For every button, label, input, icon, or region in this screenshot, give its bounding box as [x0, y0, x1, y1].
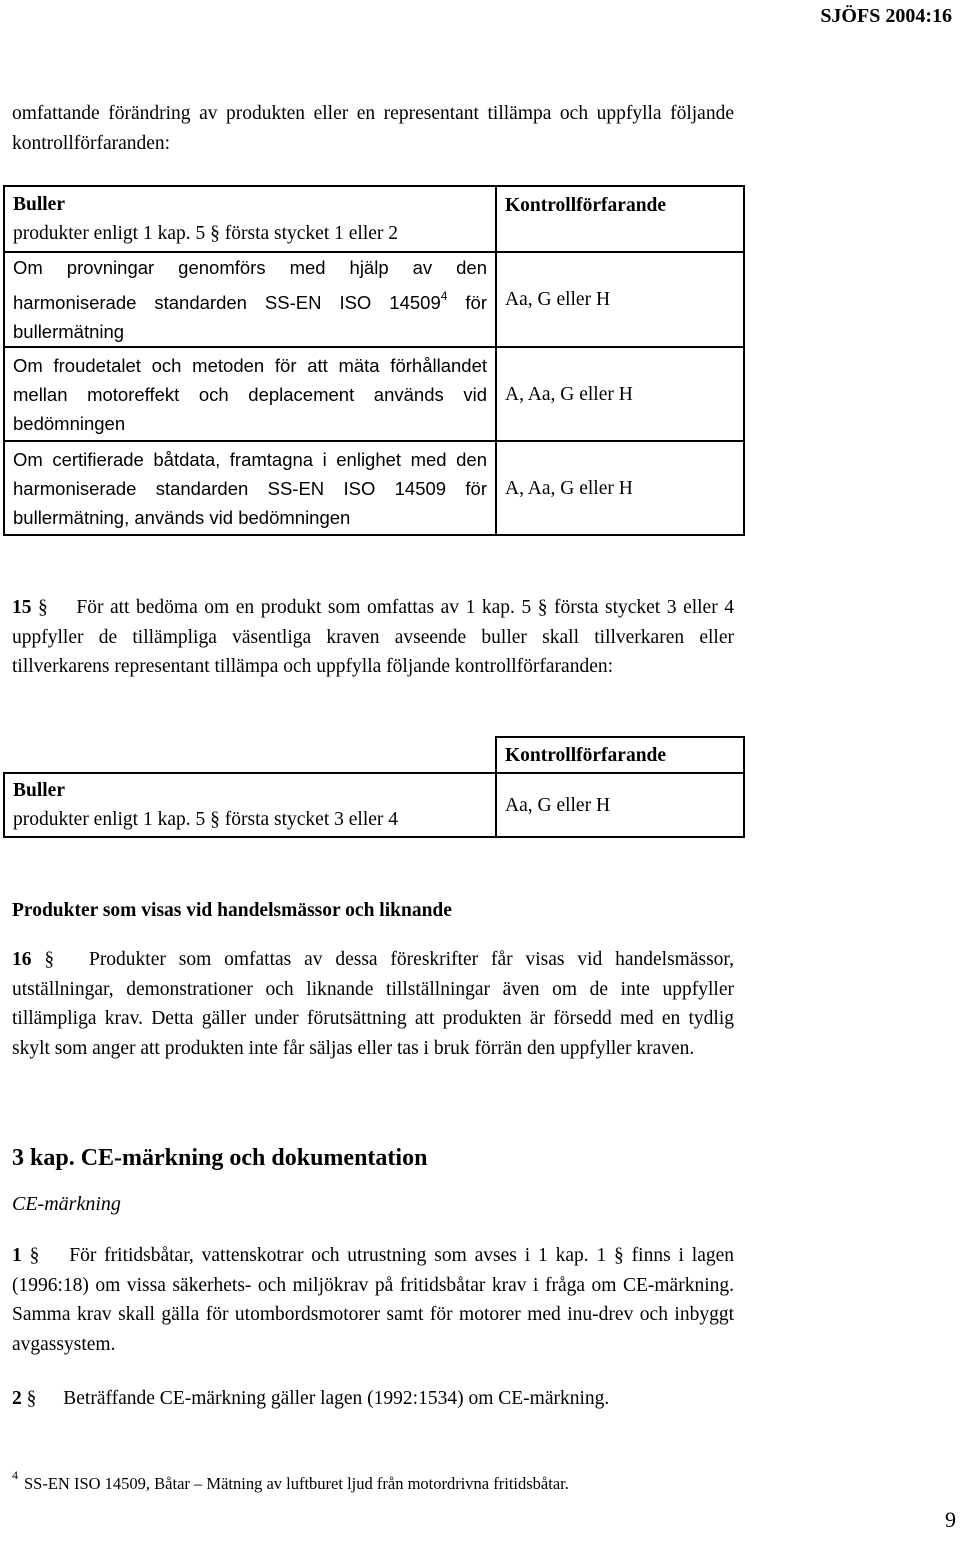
paragraph-15	[12, 593, 734, 682]
table1-row-3-right: A, Aa, G eller H	[496, 441, 744, 535]
table1-row-2-right: A, Aa, G eller H	[496, 347, 744, 441]
table1-row-3-left: Om certifierade båtdata, framtagna i enlighet med den harmoniserade standarden SS-EN ISO 14509 för bullermätning, används vid bedömningen	[4, 441, 496, 535]
table1-title: Buller	[13, 194, 65, 215]
paragraph-16-number: 16	[12, 949, 32, 970]
section-sign: §	[44, 949, 55, 970]
table2-header-right: Kontrollförfarande	[496, 737, 744, 773]
table1-subtitle: produkter enligt 1 kap. 5 § första stycket 1 eller 2	[13, 223, 399, 244]
page-number: 9	[945, 1507, 956, 1532]
paragraph-1	[12, 1241, 734, 1359]
footnote-ref: 4	[440, 289, 448, 303]
document-header-label: SJÖFS 2004:16	[820, 5, 952, 27]
section-sign: §	[26, 1388, 37, 1409]
paragraph-1-number: 1	[12, 1245, 22, 1266]
paragraph-15-number: 15	[12, 597, 32, 618]
paragraph-2	[12, 1384, 734, 1414]
footnote	[12, 1468, 569, 1494]
table2-subtitle: produkter enligt 1 kap. 5 § första stycket 3 eller 4	[13, 809, 399, 830]
table1-header-right: Kontrollförfarande	[496, 186, 744, 252]
paragraph-16-text: Produkter som omfattas av dessa föreskrifter får visas vid handelsmässor, utställningar, demonstrationer och liknande tillställningar även om de inte uppfyller tillämpliga krav. Detta gäller under förutsättning att produkten är försedd med en tydlig skylt som anger att produkten inte får säljas eller tas i bruk förrän den uppfyller kraven.	[12, 949, 735, 1059]
control-procedure-table-1	[3, 185, 745, 536]
table2-header-empty	[4, 737, 496, 773]
paragraph-15-text: För att bedöma om en produkt som omfattas av 1 kap. 5 § första stycket 3 eller 4 uppfyller de tillämpliga väsentliga kraven avseende buller skall tillverkaren eller tillverkarens representant tillämpa och uppfylla följande kontrollförfaranden:	[12, 597, 734, 677]
intro-paragraph: omfattande förändring av produkten eller en representant tillämpa och uppfylla följande kontrollförfaranden:	[12, 103, 734, 154]
section-sign: §	[38, 597, 48, 618]
paragraph-2-number: 2	[12, 1388, 22, 1409]
paragraph-16	[12, 945, 734, 1063]
footnote-text: SS-EN ISO 14509, Båtar – Mätning av luftburet ljud från motordrivna fritidsbåtar.	[24, 1474, 569, 1493]
paragraph-2-text: Beträffande CE-märkning gäller lagen (1992:1534) om CE-märkning.	[63, 1388, 610, 1409]
table1-row-1-text: Om provningar genomförs med hjälp av den harmoniserade standarden SS-EN ISO 14509	[13, 257, 487, 313]
chapter-heading: 3 kap. CE-märkning och dokumentation	[12, 1145, 428, 1171]
table1-row-1-left	[4, 252, 496, 347]
section-sign: §	[29, 1245, 40, 1266]
table2-row-left	[4, 773, 496, 837]
table2-title: Buller	[13, 780, 65, 801]
control-procedure-table-2	[3, 736, 745, 838]
paragraph-1-text: För fritidsbåtar, vattenskotrar och utrustning som avses i 1 kap. 1 § finns i lagen (1996:18) om vissa säkerhets- och miljökrav på fritidsbåtar krav i fråga om CE-märkning. Samma krav skall gälla för utombordsmotorer samt för motorer med inu-drev och inbyggt avgassystem.	[12, 1245, 735, 1355]
table1-header-left	[4, 186, 496, 252]
section-heading-fairs: Produkter som visas vid handelsmässor och liknande	[12, 900, 452, 921]
table1-row-2-left: Om froudetalet och metoden för att mäta förhållandet mellan motoreffekt och deplacement används vid bedömningen	[4, 347, 496, 441]
table1-row-1-tail: för bullermätning	[13, 292, 488, 342]
table2-row-right: Aa, G eller H	[496, 773, 744, 837]
sub-heading: CE-märkning	[12, 1193, 121, 1215]
footnote-number: 4	[12, 1468, 18, 1482]
table1-row-1-right: Aa, G eller H	[496, 252, 744, 347]
